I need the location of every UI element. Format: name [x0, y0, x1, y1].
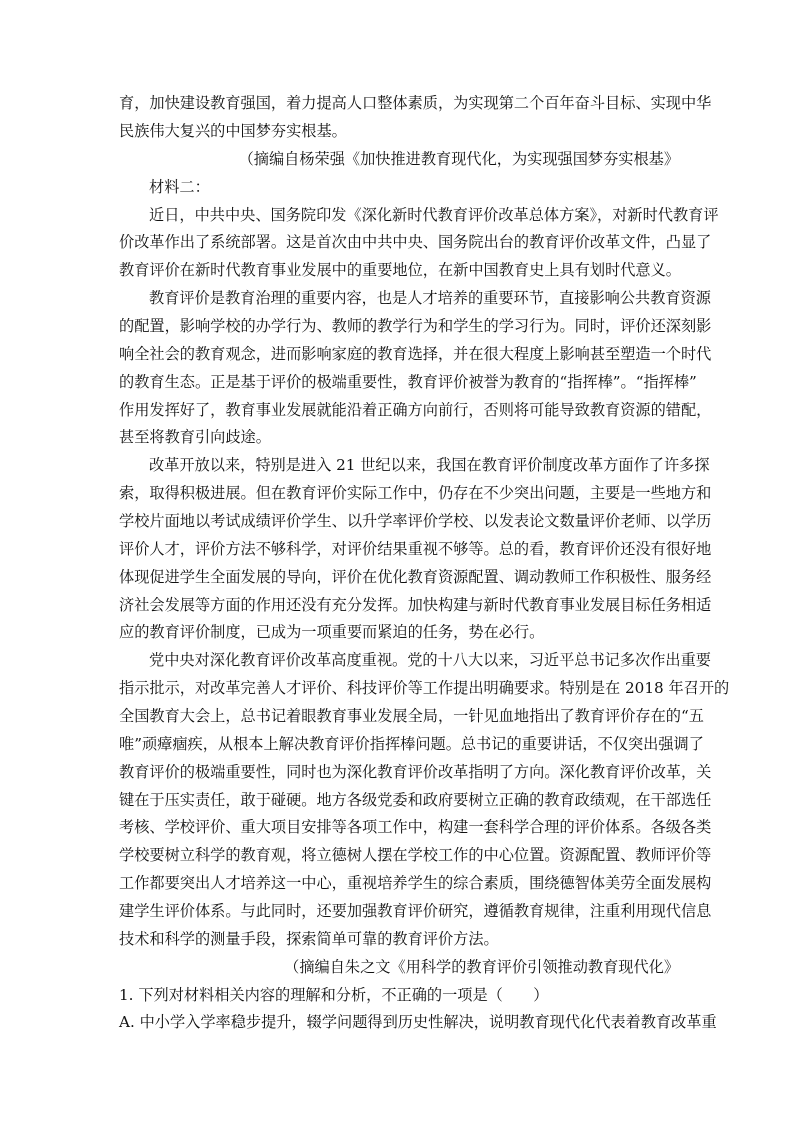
text-line: 指示批示，对改革完善人才评价、科技评价等工作提出明确要求。特别是在 2018 年召开的 — [119, 679, 730, 697]
text-line: 学校片面地以考试成绩评价学生、以升学率评价学校、以发表论文数量评价老师、以学历 — [119, 512, 712, 530]
text-line: 的教育生态。正是基于评价的极端重要性，教育评价被誉为教育的“指挥棒”。“指挥棒” — [119, 373, 697, 391]
text-line: 技术和科学的测量手段，探索简单可靠的教育评价方法。 — [119, 930, 499, 948]
text-line: 评价人才，评价方法不够科学，对评价结果重视不够等。总的看，教育评价还没有很好地 — [119, 540, 712, 558]
text-line: 育，加快建设教育强国，着力提高人口整体素质，为实现第二个百年奋斗目标、实现中华 — [119, 94, 712, 112]
text-line: 济社会发展等方面的作用还没有充分发挥。加快构建与新时代教育事业发展目标任务相适 — [119, 596, 712, 614]
text-line: 民族伟大复兴的中国梦夯实根基。 — [119, 122, 347, 140]
text-line: 教育评价是教育治理的重要内容，也是人才培养的重要环节，直接影响公共教育资源 — [149, 289, 711, 307]
text-line: 的配置，影响学校的办学行为、教师的教学行为和学生的学习行为。同时，评价还深刻影 — [119, 317, 712, 335]
text-line: 体现促进学生全面发展的导向，评价在优化教育资源配置、调动教师工作积极性、服务经 — [119, 568, 712, 586]
question-stem: 1. 下列对材料相关内容的理解和分析，不正确的一项是（ ） — [119, 986, 549, 1004]
text-line: 建学生评价体系。与此同时，还要加强教育评价研究，遵循教育规律，注重利用现代信息 — [119, 902, 712, 920]
source-citation: （摘编自朱之文《用科学的教育评价引领推动教育现代化》 — [284, 958, 679, 976]
text-line: 党中央对深化教育评价改革高度重视。党的十八大以来，习近平总书记多次作出重要 — [149, 651, 711, 669]
text-line: 应的教育评价制度，已成为一项重要而紧迫的任务，势在必行。 — [119, 623, 545, 641]
text-line: 教育评价的极端重要性，同时也为深化教育评价改革指明了方向。深化教育评价改革，关 — [119, 763, 712, 781]
text-line: 改革开放以来，特别是进入 21 世纪以来，我国在教育评价制度改革方面作了许多探 — [149, 456, 710, 474]
source-citation: （摘编自杨荣强《加快推进教育现代化，为实现强国梦夯实根基》 — [238, 150, 679, 168]
text-line: 甚至将教育引向歧途。 — [119, 428, 271, 446]
text-line: 索，取得积极进展。但在教育评价实际工作中，仍存在不少突出问题，主要是一些地方和 — [119, 484, 712, 502]
text-line: 响全社会的教育观念，进而影响家庭的教育选择，并在很大程度上影响甚至塑造一个时代 — [119, 345, 712, 363]
text-line: 考核、学校评价、重大项目安排等各项工作中，构建一套科学合理的评价体系。各级各类 — [119, 818, 712, 836]
answer-option: A. 中小学入学率稳步提升，辍学问题得到历史性解决，说明教育现代化代表着教育改革重 — [119, 1013, 717, 1031]
text-line: 价改革作出了系统部署。这是首次由中共中央、国务院出台的教育评价改革文件，凸显了 — [119, 233, 712, 251]
text-line: 学校要树立科学的教育观，将立德树人摆在学校工作的中心位置。资源配置、教师评价等 — [119, 846, 712, 864]
text-line: 工作都要突出人才培养这一中心，重视培养学生的综合素质，围绕德智体美劳全面发展构 — [119, 874, 712, 892]
text-line: 全国教育大会上，总书记着眼教育事业发展全局，一针见血地指出了教育评价存在的“五 — [119, 707, 704, 725]
text-line: 唯”顽瘴痼疾，从根本上解决教育评价指挥棒问题。总书记的重要讲话，不仅突出强调了 — [119, 735, 704, 753]
text-line: 键在于压实责任，敢于碰硬。地方各级党委和政府要树立正确的教育政绩观，在干部选任 — [119, 791, 712, 809]
section-heading: 材料二： — [149, 178, 210, 196]
text-line: 作用发挥好了，教育事业发展就能沿着正确方向前行，否则将可能导致教育资源的错配， — [119, 401, 712, 419]
text-line: 近日，中共中央、国务院印发《深化新时代教育评价改革总体方案》，对新时代教育评 — [149, 206, 719, 224]
text-line: 教育评价在新时代教育事业发展中的重要地位，在新中国教育史上具有划时代意义。 — [119, 261, 681, 279]
